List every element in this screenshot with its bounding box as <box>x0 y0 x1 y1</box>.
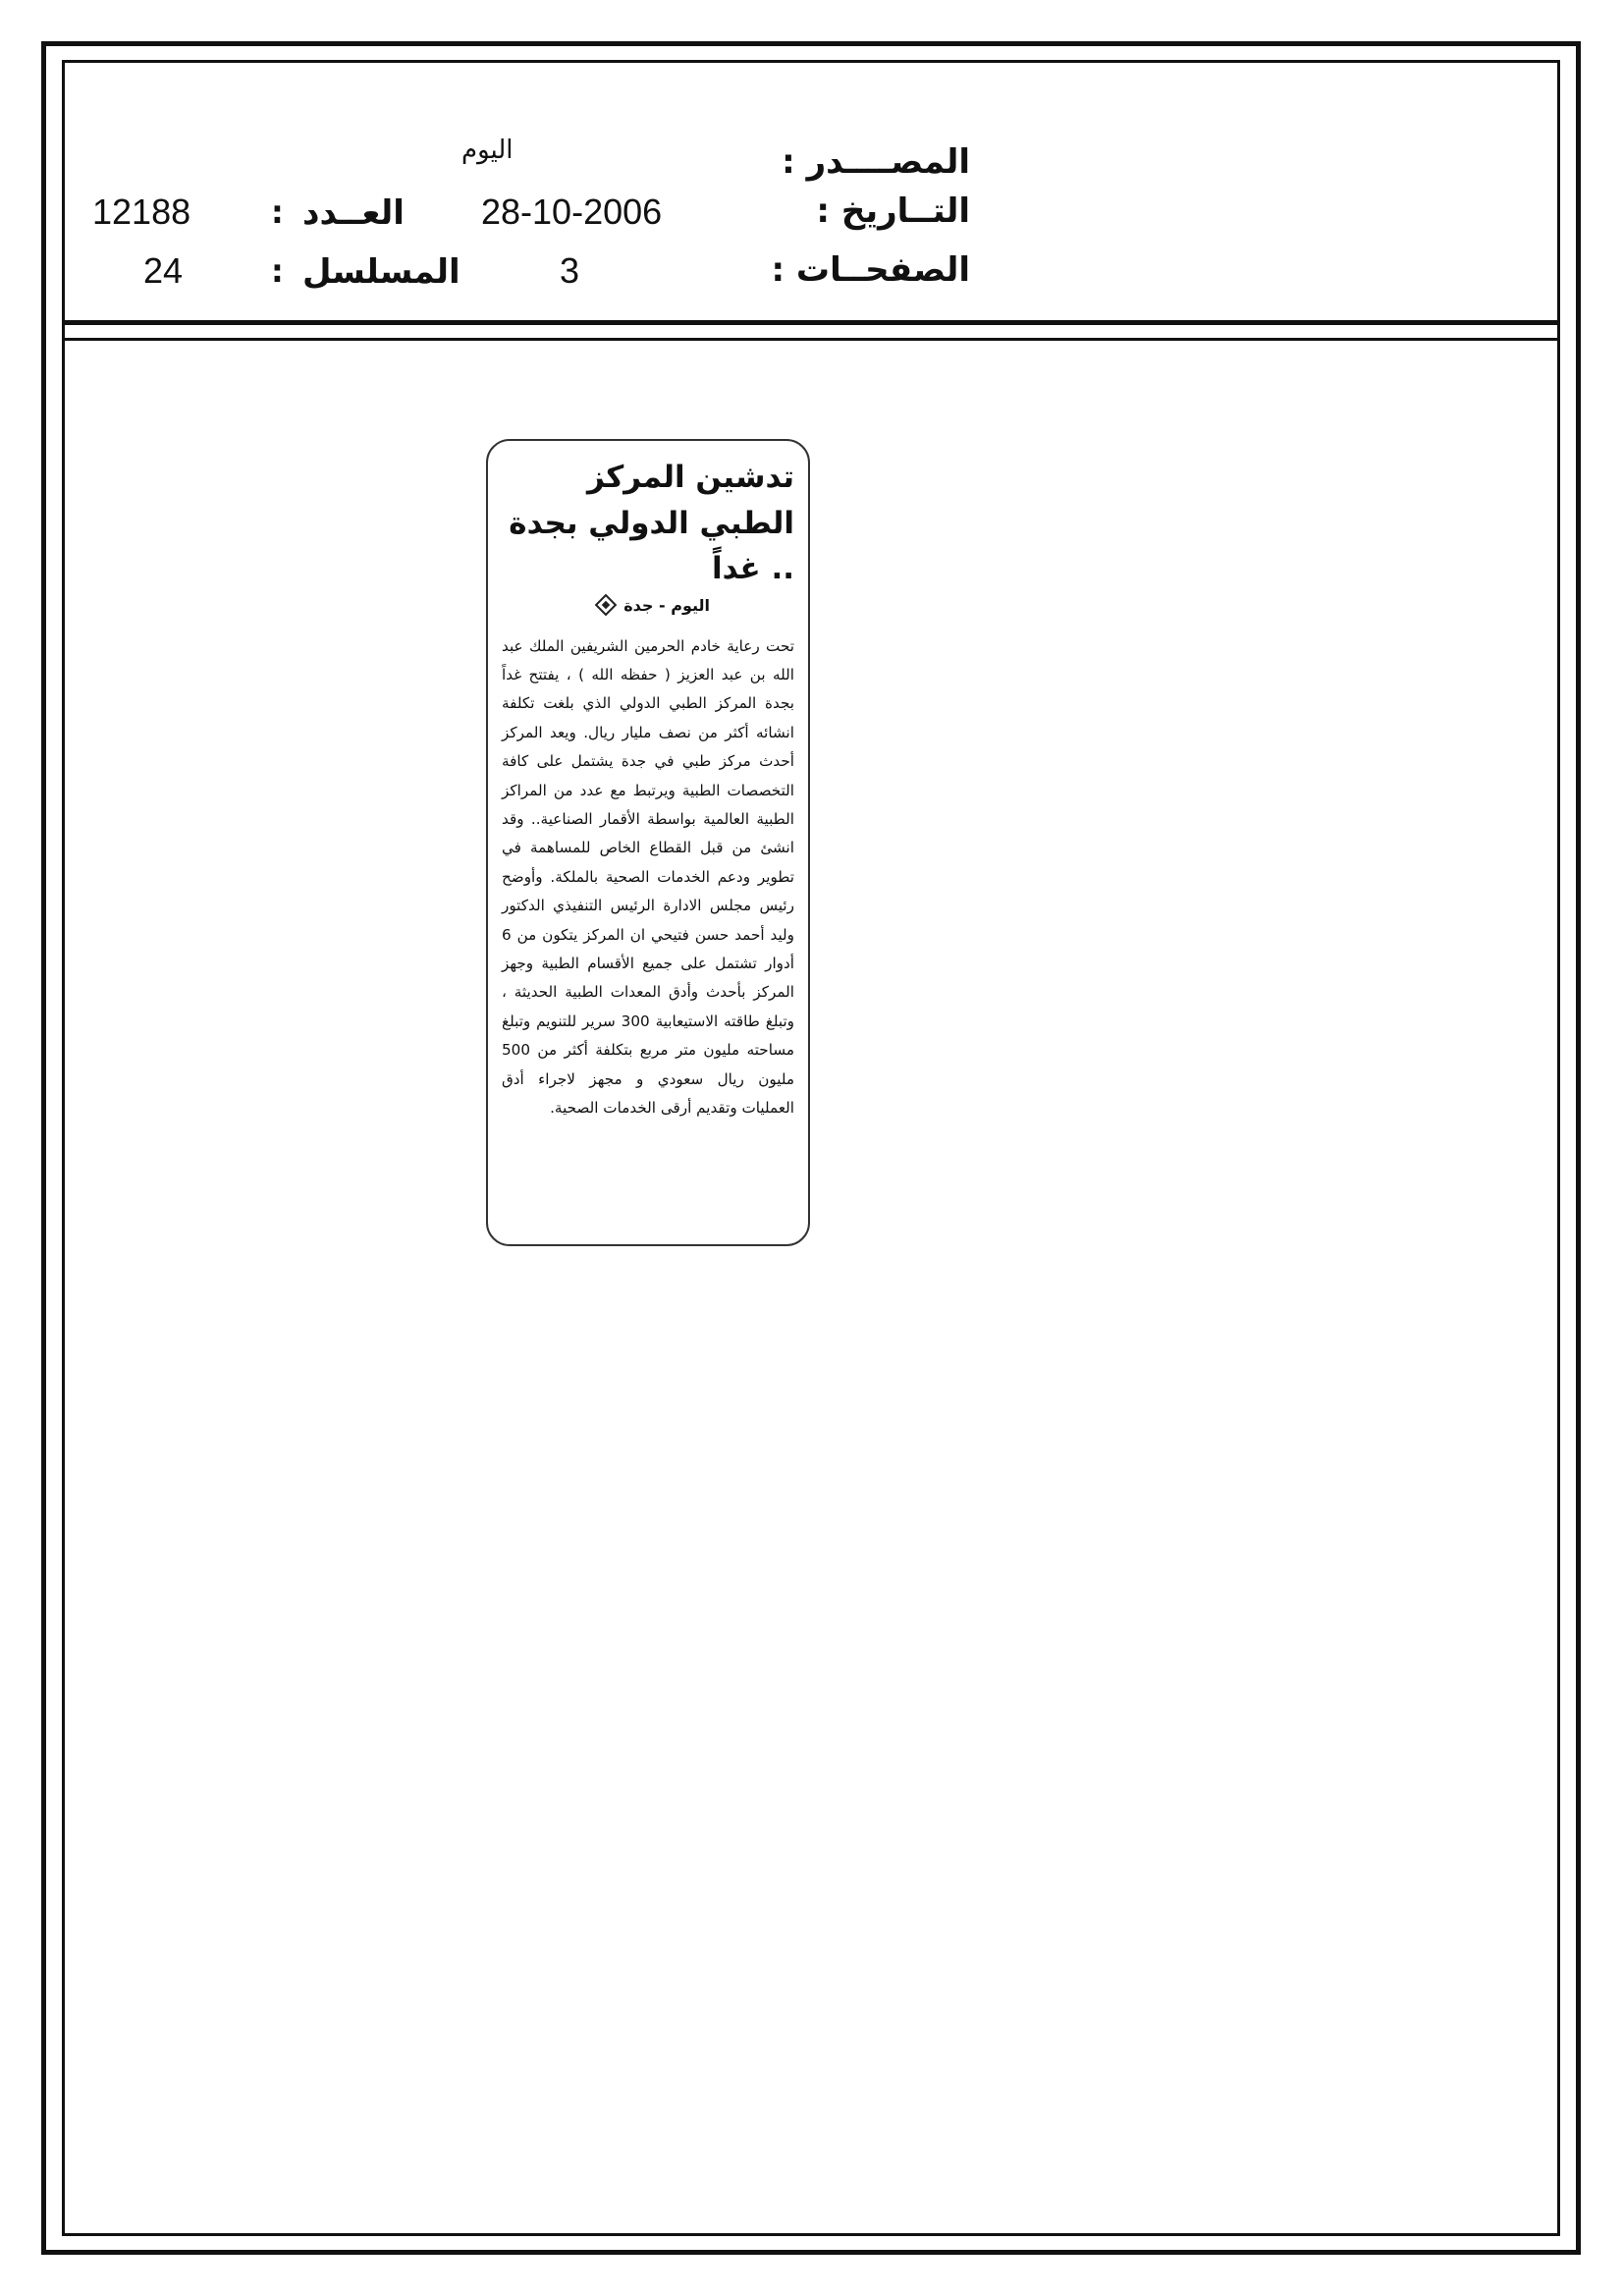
article-byline: اليوم - جدة <box>623 595 710 615</box>
serial-label: المسلسل <box>302 252 460 292</box>
article-body: تحت رعاية خادم الحرمين الشريفين الملك عبد الله بن عبد العزيز ( حفظه الله ) ، يفتتح غداً بجدة المركز الطبي الدولي الذي بلغت تكلفة انشائه أكثر من نصف مليار ريال. ويعد المركز أحدث مركز طبي في جدة يشتمل على كافة التخصصات الطبية ويرتبط مع عدد من المراكز الطبية العالمية بواسطة الأقمار الصناعية.. وقد انشئ من قبل القطاع الخاص للمساهمة في تطوير ودعم الخدمات الصحية بالملكة. وأوضح رئيس مجلس الادارة الرئيس التنفيذي الدكتور وليد أحمد حسن فتيحي ان المركز يتكون من 6 أدوار تشتمل على جميع الأقسام الطبية وجهز المركز بأحدث وأدق المعدات الطبية الحديثة ، وتبلغ طاقته الاستيعابية 300 سرير للتنويم وتبلغ مساحته مليون متر مربع بتكلفة أكثر من 500 مليون ريال سعودي و مجهز لاجراء أدق العمليات وتقديم أرقى الخدمات الصحية. <box>502 636 795 1117</box>
byline-row <box>502 596 710 615</box>
diamond-logo-icon <box>595 594 618 617</box>
source-value: اليوم <box>461 136 514 165</box>
article-headline: تدشين المركز الطبي الدولي بجدة .. غداً <box>509 460 794 586</box>
header-divider-thin <box>65 338 1557 341</box>
newspaper-clipping <box>486 439 810 1246</box>
source-label: المصــــدر : <box>782 142 970 182</box>
issue-colon: : <box>271 193 284 231</box>
serial-value: 24 <box>143 250 184 291</box>
pages-value: 3 <box>560 250 580 291</box>
header-divider <box>65 320 1557 325</box>
outer-frame <box>41 41 1581 2255</box>
serial-colon: : <box>271 252 284 290</box>
inner-frame <box>62 60 1560 2236</box>
pages-label: الصفحــات : <box>771 250 970 290</box>
date-value: 28-10-2006 <box>481 191 663 232</box>
issue-label: العــدد <box>302 193 405 233</box>
date-label: التــاريخ : <box>816 191 970 231</box>
issue-value: 12188 <box>92 191 191 232</box>
